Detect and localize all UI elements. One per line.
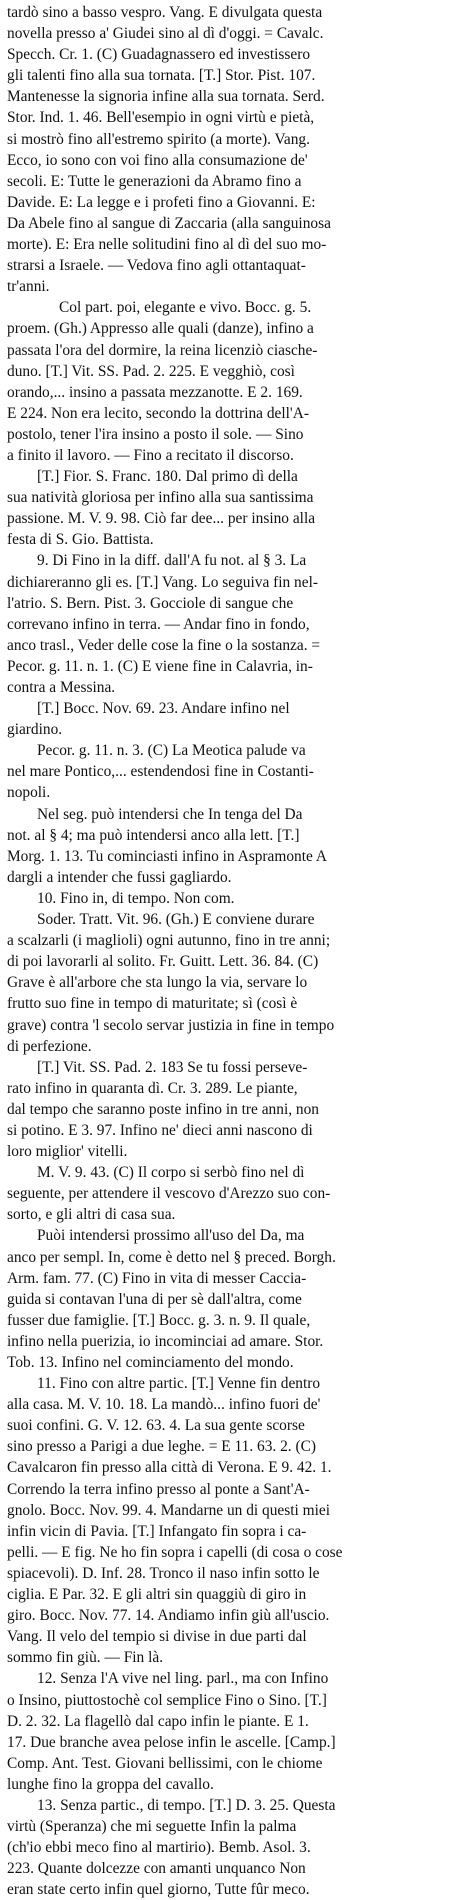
- text-line: [T.] Fior. S. Franc. 180. Dal primo dì della: [37, 468, 298, 486]
- text-line: D. 2. 32. La flagellò dal capo infin le piante. E 1.: [7, 1712, 309, 1730]
- text-line: alla casa. M. V. 10. 18. La mandò... infino fuori de': [7, 1396, 321, 1414]
- text-line: rato infino in quaranta dì. Cr. 3. 289. Le piante,: [7, 1079, 298, 1097]
- text-line: Stor. Ind. 1. 46. Bell'esempio in ogni virtù e pietà,: [7, 109, 315, 127]
- text-line: Arm. fam. 77. (C) Fino in vita di messer Caccia-: [7, 1269, 307, 1287]
- text-line: novella presso a' Giudei sino al dì d'oggi. = Cavalc.: [7, 25, 324, 43]
- text-line: frutto suo fine in tempo di maturitate; sì (così è: [7, 995, 298, 1013]
- text-line: Davide. E: La legge e i profeti fino a Giovanni. E:: [7, 193, 316, 211]
- text-line: seguente, per attendere il vescovo d'Arezzo suo con-: [7, 1185, 331, 1203]
- text-line: si potino. E 3. 97. Infino ne' dieci anni nascono di: [7, 1121, 313, 1139]
- text-line: Puòi intendersi prossimo all'uso del Da, ma: [37, 1227, 305, 1245]
- text-line: Correndo la terra infino presso al ponte a Sant'A-: [7, 1480, 310, 1498]
- text-line: eran state certo infin quel giorno, Tutte fûr meco.: [7, 1881, 310, 1899]
- text-line: not. al § 4; ma può intendersi anco alla lett. [T.]: [7, 826, 300, 844]
- text-line: Mantenesse la signoria infine alla sua tornata. Serd.: [7, 88, 325, 106]
- text-line: Pecor. g. 11. n. 3. (C) La Meotica palude va: [37, 742, 306, 760]
- text-line: dal tempo che saranno poste infino in tre anni, non: [7, 1100, 320, 1118]
- text-line: Specch. Cr. 1. (C) Guadagnassero ed investissero: [7, 46, 311, 64]
- text-line: infino nella puerizia, io incominciai ad amare. Stor.: [7, 1332, 324, 1350]
- text-line: 13. Senza partic., di tempo. [T.] D. 3. 25. Questa: [37, 1796, 336, 1814]
- text-line: tardò sino a basso vespro. Vang. E divulgata questa: [7, 4, 323, 21]
- text-line: duno. [T.] Vit. SS. Pad. 2. 225. E vegghiò, così: [7, 362, 295, 380]
- text-line: proem. (Gh.) Appresso alle quali (danze), infino a: [7, 320, 314, 338]
- text-line: a finito il lavoro. — Fino a recitato il discorso.: [7, 446, 294, 464]
- text-line: Ecco, io sono con voi fino alla consumazione de': [7, 151, 308, 169]
- text-line: Soder. Tratt. Vit. 96. (Gh.) E conviene durare: [37, 911, 315, 929]
- text-line: secoli. E: Tutte le generazioni da Abramo fino a: [7, 172, 302, 190]
- text-line: 10. Fino in, di tempo. Non com.: [37, 889, 235, 907]
- text-line: fusser due famiglie. [T.] Bocc. g. 3. n. 9. Il quale,: [7, 1311, 311, 1329]
- text-line: Nel seg. può intendersi che In tenga del Da: [37, 805, 303, 823]
- text-line: Morg. 1. 13. Tu cominciasti infino in Aspramonte A: [7, 847, 327, 865]
- text-line: Col part. poi, elegante e vivo. Bocc. g. 5.: [59, 299, 312, 317]
- text-line: o Insino, piuttostochè col semplice Fino o Sino. [T.]: [7, 1691, 327, 1709]
- text-line: guida si contavan l'una di per sè dall'altra, come: [7, 1290, 302, 1308]
- text-line: Grave è all'arbore che sta lungo la via, servare lo: [7, 974, 308, 992]
- text-line: [T.] Bocc. Nov. 69. 23. Andare infino nel: [37, 700, 290, 718]
- text-line: [T.] Vit. SS. Pad. 2. 183 Se tu fossi perseve-: [37, 1058, 308, 1076]
- text-line: loro miglior' vitelli.: [7, 1143, 128, 1161]
- text-line: nopoli.: [7, 784, 51, 802]
- text-line: dichiareranno gli es. [T.] Vang. Lo seguiva fin nel-: [7, 573, 318, 591]
- text-line: postolo, tener l'ira insino a posto il sole. — Sino: [7, 425, 304, 443]
- text-line: gnolo. Bocc. Nov. 99. 4. Mandarne un di questi miei: [7, 1501, 331, 1519]
- text-line: E 224. Non era lecito, secondo la dottrina dell'A-: [7, 404, 309, 422]
- text-line: giro. Bocc. Nov. 77. 14. Andiamo infin giù all'uscio.: [7, 1607, 330, 1625]
- text-line: Cavalcaron fin presso alla città di Verona. E 9. 42. 1.: [7, 1459, 332, 1477]
- text-line: di perfezione.: [7, 1037, 92, 1055]
- text-line: Pecor. g. 11. n. 1. (C) E viene fine in Calavria, in-: [7, 657, 313, 675]
- text-line: Comp. Ant. Test. Giovani bellissimi, con le chiome: [7, 1754, 323, 1772]
- text-line: sua natività gloriosa per infino alla sua santissima: [7, 489, 314, 507]
- text-line: spiacevoli). D. Inf. 28. Tronco il naso infin sotto le: [7, 1564, 320, 1582]
- text-line: dargli a intender che fussi gagliardo.: [7, 868, 232, 886]
- text-line: strarsi a Israele. — Vedova fino agli ottantaquat-: [7, 257, 306, 275]
- text-line: sommo fin giù. — Fin là.: [7, 1649, 164, 1667]
- text-line: giardino.: [7, 721, 63, 739]
- text-line: 17. Due branche avea pelose infin le ascelle. [Camp.]: [7, 1733, 336, 1751]
- text-line: festa di S. Gio. Battista.: [7, 531, 154, 549]
- text-line: infin vicin di Pavia. [T.] Infangato fin sopra i ca-: [7, 1522, 307, 1540]
- text-line: suoi confini. G. V. 12. 63. 4. La sua gente scorse: [7, 1417, 305, 1435]
- text-line: 12. Senza l'A vive nel ling. parl., ma con Infino: [37, 1670, 329, 1688]
- text-line: Tob. 13. Infino nel cominciamento del mondo.: [7, 1354, 294, 1371]
- text-line: orando,... insino a passata mezzanotte. E 2. 169.: [7, 383, 303, 401]
- text-line: 11. Fino con altre partic. [T.] Venne fin dentro: [37, 1375, 321, 1393]
- text-line: (ch'io ebbi meco fino al martirio). Bemb. Asol. 3.: [7, 1839, 311, 1857]
- text-line: anco trasl., Veder delle cose la fine o la sostanza. =: [7, 636, 321, 654]
- text-line: grave) contra 'l secolo servar justizia in fine in tempo: [7, 1016, 335, 1034]
- text-line: virtù (Speranza) che mi seguette Infin la palma: [7, 1818, 297, 1836]
- text-line: si mostrò fino all'estremo spirito (a morte). Vang.: [7, 130, 310, 148]
- text-line: ciglia. E Par. 32. E gli altri sin quaggiù di giro in: [7, 1586, 307, 1604]
- text-line: di poi lavorarli al solito. Fr. Guitt. Lett. 36. 84. (C): [7, 953, 319, 971]
- text-line: lunghe fino la groppa del cavallo.: [7, 1775, 214, 1793]
- text-line: sino presso a Parigi a due leghe. = E 11. 63. 2. (C): [7, 1438, 317, 1456]
- text-line: Da Abele fino al sangue di Zaccaria (alla sanguinosa: [7, 214, 331, 232]
- text-line: 9. Di Fino in la diff. dall'A fu not. al § 3. La: [37, 552, 307, 570]
- text-line: M. V. 9. 43. (C) Il corpo si serbò fino nel dì: [37, 1164, 305, 1182]
- text-line: contra a Messina.: [7, 679, 116, 696]
- text-line: sorto, e gli altri di casa sua.: [7, 1206, 176, 1224]
- text-line: 223. Quante dolcezze con amanti unquanco Non: [7, 1860, 306, 1878]
- text-line: correvano infino in terra. — Andar fino in fondo,: [7, 615, 310, 633]
- text-line: gli talenti fino alla sua tornata. [T.] Stor. Pist. 107.: [7, 67, 316, 85]
- text-line: Vang. Il velo del tempio si divise in due parti dal: [7, 1628, 307, 1646]
- text-line: tr'anni.: [7, 278, 50, 296]
- text-line: passione. M. V. 9. 98. Ciò far dee... per insino alla: [7, 510, 316, 528]
- text-line: passata l'ora del dormire, la reina licenziò ciasche-: [7, 341, 318, 359]
- text-line: pelli. — E fig. Ne ho fin sopra i capelli (di cosa o cose: [7, 1543, 343, 1561]
- text-line: a scalzarli (i maglioli) ogni autunno, fino in tre anni;: [7, 932, 331, 950]
- text-line: l'atrio. S. Bern. Pist. 3. Gocciole di sangue che: [7, 594, 294, 612]
- text-line: nel mare Pontico,... estendendosi fine in Costanti-: [7, 763, 314, 781]
- text-line: anco per sempl. In, come è detto nel § preced. Borgh.: [7, 1248, 336, 1266]
- text-line: morte). E: Era nelle solitudini fino al dì del suo mo-: [7, 236, 327, 254]
